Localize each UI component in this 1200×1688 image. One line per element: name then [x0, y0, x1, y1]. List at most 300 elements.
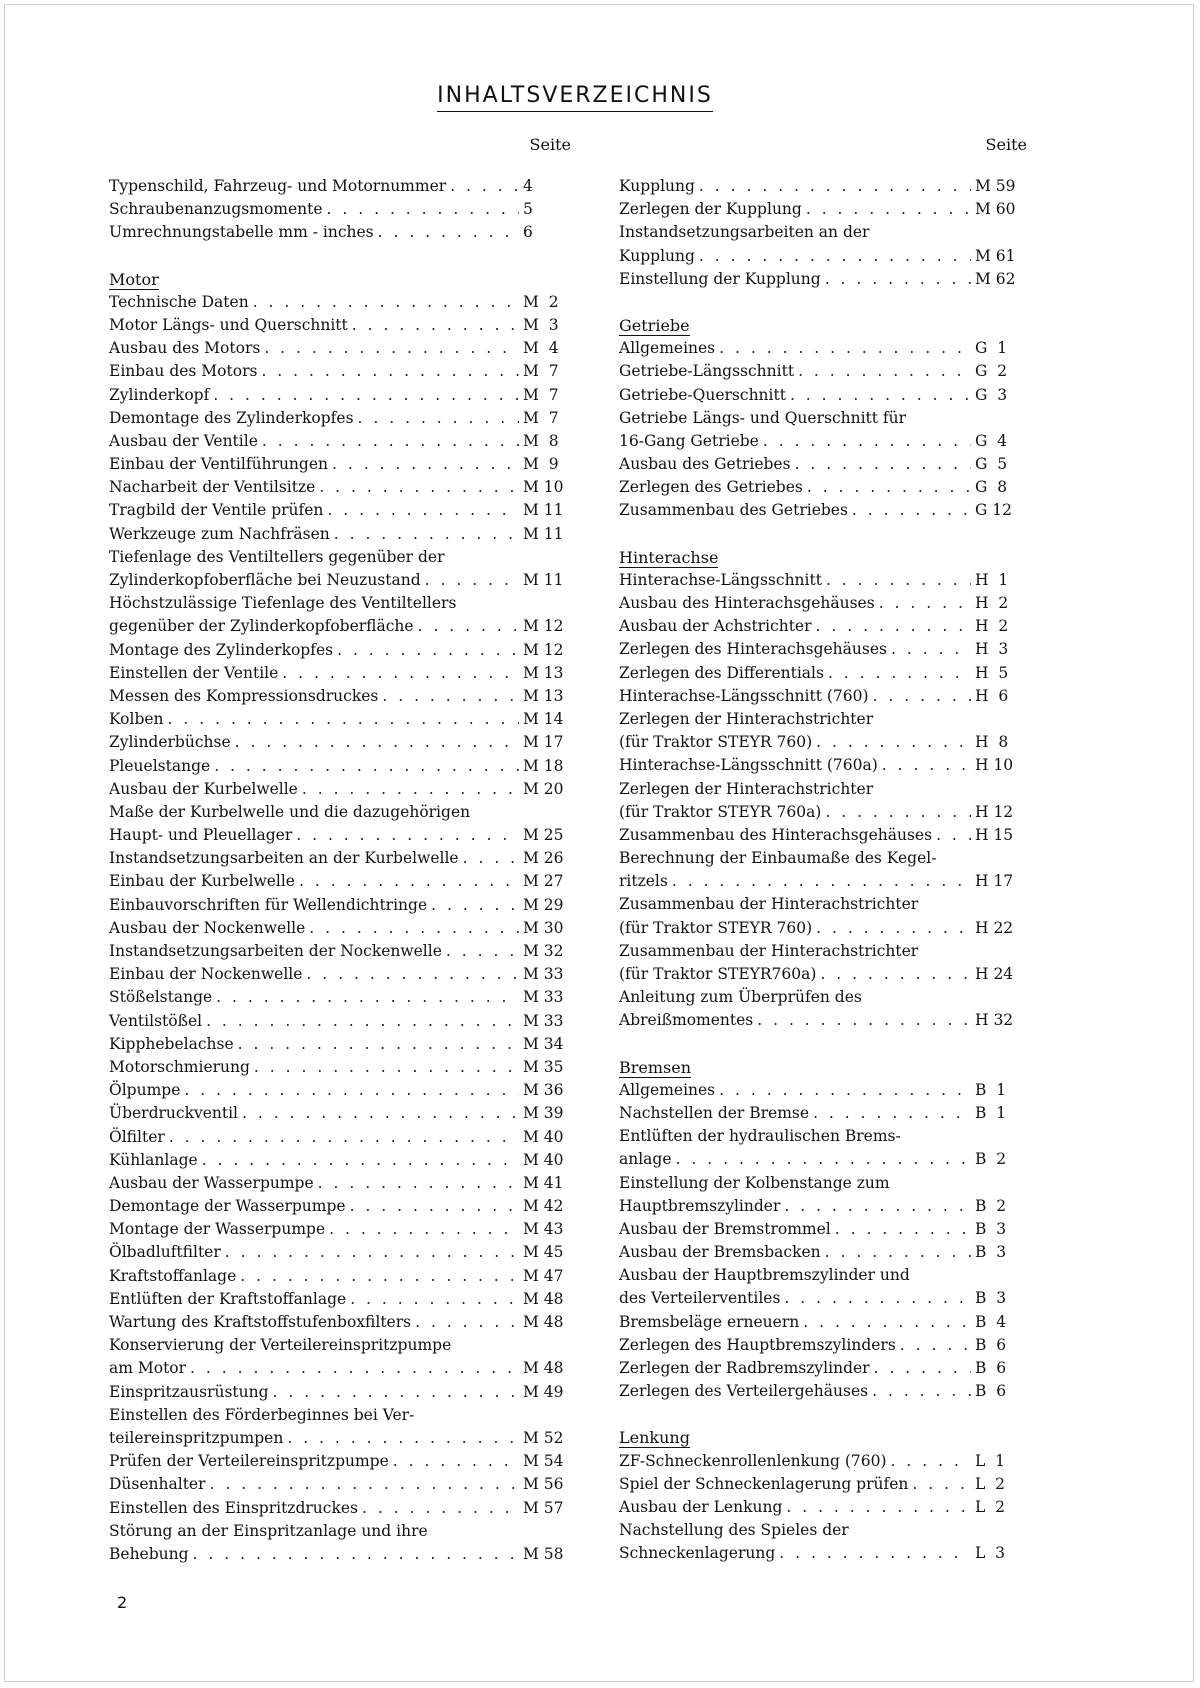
dot-leader: [327, 499, 519, 522]
toc-entry-title: Werkzeuge zum Nachfräsen: [109, 524, 330, 543]
toc-entries-left: [109, 175, 577, 1566]
toc-entry-page: H 3: [975, 640, 1009, 659]
toc-entry-title: Tragbild der Ventile prüfen: [109, 501, 324, 520]
seite-header-right: Seite: [985, 135, 1027, 154]
dot-leader: [264, 337, 519, 360]
toc-entry-page: H 8: [975, 733, 1009, 752]
toc-entry: [109, 337, 577, 360]
toc-entry: [109, 221, 577, 244]
toc-entry: [619, 453, 1029, 476]
toc-entry: [109, 499, 577, 522]
dot-leader: [825, 268, 971, 291]
toc-entry: [619, 499, 1029, 522]
toc-entry-page: M 45: [523, 1243, 564, 1262]
toc-entry-page: M 49: [523, 1382, 564, 1401]
toc-entry: [109, 1010, 577, 1033]
dot-leader: [358, 407, 519, 430]
dot-leader: [216, 986, 519, 1009]
toc-entry: [109, 1149, 577, 1172]
toc-entry-title: Ausbau der Hauptbremszylinder und: [619, 1266, 910, 1285]
toc-entry-page: M 59: [975, 177, 1016, 195]
toc-entry: [109, 1520, 577, 1543]
toc-entry-title: Instandsetzungsarbeiten an der Kurbelwelle: [109, 849, 459, 868]
dot-leader: [672, 870, 971, 893]
toc-entry: [619, 1102, 1029, 1125]
toc-entry-page: H 15: [975, 825, 1014, 844]
toc-entry-title: Ausbau der Kurbelwelle: [109, 779, 298, 798]
toc-entry-page: H 1: [975, 570, 1009, 589]
toc-entry: [109, 198, 577, 221]
dot-leader: [757, 1009, 971, 1032]
dot-leader: [699, 245, 971, 268]
dot-leader: [891, 1450, 971, 1473]
toc-entry-title: Typenschild, Fahrzeug- und Motornummer: [109, 177, 447, 195]
toc-entry: [109, 1497, 577, 1520]
toc-entry-page: M 40: [523, 1127, 564, 1146]
section-heading: [619, 1056, 1029, 1079]
toc-entry-title: Allgemeines: [619, 1080, 716, 1099]
toc-entry-title: Ausbau der Achstrichter: [619, 617, 812, 636]
toc-entry-page: B 3: [975, 1243, 1007, 1262]
toc-entry-page: G 4: [975, 431, 1008, 450]
section-heading: [619, 546, 1029, 569]
toc-entry: [109, 384, 577, 407]
dot-leader: [446, 940, 519, 963]
toc-entry-title: (für Traktor STEYR 760): [619, 918, 813, 937]
toc-entry-page: M 48: [523, 1359, 564, 1378]
toc-entry-page: L 1: [975, 1451, 1006, 1470]
section-gap: [619, 291, 1029, 314]
toc-entry-page: H 5: [975, 663, 1009, 682]
toc-entry-title: Kraftstoffanlage: [109, 1266, 237, 1285]
toc-entry: [619, 1125, 1029, 1148]
toc-entry-page: H 32: [975, 1011, 1014, 1030]
toc-entry-title: Demontage der Wasserpumpe: [109, 1197, 346, 1216]
toc-entry-title: Einstellung der Kolbenstange zum: [619, 1173, 890, 1192]
toc-entry-page: M 25: [523, 826, 564, 845]
toc-entry: [109, 1543, 577, 1566]
toc-entry-page: M 11: [523, 524, 564, 543]
toc-entry-title: Montage der Wasserpumpe: [109, 1220, 326, 1239]
toc-entry-title: Behebung: [109, 1544, 189, 1563]
dot-leader: [329, 1218, 519, 1241]
dot-leader: [874, 1357, 971, 1380]
section-heading: [109, 268, 577, 291]
toc-entry-title: Messen des Kompressionsdruckes: [109, 686, 379, 705]
dot-leader: [803, 1311, 971, 1334]
toc-entry-title: Störung an der Einspritzanlage und ihre: [109, 1521, 428, 1540]
toc-entry-page: M 9: [523, 455, 559, 474]
toc-entry-title: Bremsbeläge erneuern: [619, 1312, 800, 1331]
toc-entry: [619, 1241, 1029, 1264]
page-number: 2: [117, 1593, 128, 1612]
toc-entry-title: Abreißmomentes: [619, 1011, 754, 1030]
section-heading: [619, 1426, 1029, 1449]
toc-entry: [619, 198, 1029, 221]
dot-leader: [319, 476, 519, 499]
toc-entry-title: gegenüber der Zylinderkopfoberfläche: [109, 617, 414, 636]
dot-leader: [240, 1265, 519, 1288]
toc-entry: [619, 245, 1029, 268]
toc-entry: [619, 1148, 1029, 1171]
toc-entry: [109, 1404, 577, 1427]
toc-entry-title: Zerlegen der Hinterachstrichter: [619, 779, 874, 798]
toc-entry-page: M 61: [975, 246, 1016, 265]
toc-entry-title: Zerlegen des Getriebes: [619, 478, 803, 497]
toc-entry-title: teilereinspritzpumpen: [109, 1428, 284, 1447]
dot-leader: [450, 175, 519, 198]
toc-entry: [619, 638, 1029, 661]
page-title: INHALTSVERZEICHNIS: [5, 83, 1145, 108]
toc-entry-page: H 12: [975, 802, 1014, 821]
section-heading-text: Getriebe: [619, 315, 690, 335]
dot-leader: [190, 1357, 519, 1380]
toc-entry: [109, 1079, 577, 1102]
toc-column-left: [109, 135, 577, 1566]
dot-leader: [262, 430, 519, 453]
toc-entry: [619, 1079, 1029, 1102]
dot-leader: [790, 384, 971, 407]
toc-entry-page: B 2: [975, 1196, 1007, 1215]
dot-leader: [169, 1126, 519, 1149]
toc-entry-title: ritzels: [619, 872, 668, 891]
toc-entry-page: M 30: [523, 918, 564, 937]
dot-leader: [210, 1473, 519, 1496]
dot-leader: [309, 917, 519, 940]
toc-entry-title: Zusammenbau des Getriebes: [619, 501, 848, 520]
toc-entry-title: Technische Daten: [109, 292, 249, 311]
toc-entry: [109, 314, 577, 337]
toc-entry: [619, 1542, 1029, 1565]
toc-entry-title: 16-Gang Getriebe: [619, 431, 759, 450]
toc-entry-page: M 41: [523, 1173, 564, 1192]
toc-entry-page: 4: [523, 177, 533, 195]
toc-entry: [109, 615, 577, 638]
toc-entry-page: M 8: [523, 431, 559, 450]
toc-entry-title: Einstellen des Förderbeginnes bei Ver-: [109, 1405, 415, 1424]
toc-entry: [619, 662, 1029, 685]
dot-leader: [242, 1102, 519, 1125]
toc-entry: [619, 1519, 1029, 1542]
toc-entry-page: M 47: [523, 1266, 564, 1285]
toc-entry-title: Zerlegen des Differentials: [619, 663, 824, 682]
toc-entry: [109, 708, 577, 731]
toc-entry-title: (für Traktor STEYR 760): [619, 733, 813, 752]
toc-entry: [619, 685, 1029, 708]
dot-leader: [213, 384, 519, 407]
toc-entry-title: Einbauvorschriften für Wellendichtringe: [109, 895, 428, 914]
toc-entry-title: Zerlegen der Hinterachstrichter: [619, 709, 874, 728]
toc-entry: [619, 1172, 1029, 1195]
toc-entry: [619, 1218, 1029, 1241]
dot-leader: [362, 1497, 519, 1520]
toc-entry-title: Getriebe Längs- und Querschnitt für: [619, 408, 907, 427]
dot-leader: [352, 314, 519, 337]
toc-entry: [619, 1264, 1029, 1287]
section-heading-text: Motor: [109, 269, 159, 289]
toc-entry-page: H 2: [975, 594, 1009, 612]
dot-leader: [795, 453, 971, 476]
toc-entry: [619, 430, 1029, 453]
dot-leader: [784, 1195, 971, 1218]
toc-entry: [619, 175, 1029, 198]
dot-leader: [206, 1010, 519, 1033]
toc-entry-page: H 24: [975, 965, 1014, 983]
dot-leader: [816, 731, 971, 754]
toc-entry-title: Hinterachse-Längsschnitt (760): [619, 686, 869, 705]
toc-entry-title: Entlüften der hydraulischen Brems-: [619, 1127, 901, 1146]
toc-entry-page: M 57: [523, 1498, 564, 1517]
toc-entry-title: Einbau der Ventilführungen: [109, 455, 328, 474]
dot-leader: [852, 499, 971, 522]
toc-entry: [109, 1218, 577, 1241]
toc-entry: [619, 592, 1029, 615]
dot-leader: [350, 1195, 519, 1218]
toc-entry-title: Pleuelstange: [109, 756, 211, 775]
toc-entry: [109, 1357, 577, 1380]
toc-entry-title: Zerlegen der Radbremszylinder: [619, 1359, 870, 1377]
dot-leader: [786, 1496, 971, 1519]
toc-entry-page: H 22: [975, 918, 1014, 937]
toc-entry-title: Zusammenbau der Hinterachstrichter: [619, 895, 919, 914]
toc-entry: [619, 407, 1029, 430]
toc-entry-title: Einspritzausrüstung: [109, 1382, 269, 1401]
toc-entry-page: M 58: [523, 1544, 564, 1563]
toc-entry-page: M 11: [523, 571, 564, 589]
section-gap: [619, 1033, 1029, 1056]
toc-entries-right: [619, 175, 1029, 1566]
toc-entry-page: G 5: [975, 455, 1008, 474]
toc-entry: [109, 963, 577, 986]
toc-entry-title: Konservierung der Verteilereinspritzpumpe: [109, 1336, 452, 1355]
toc-entry-title: Prüfen der Verteilereinspritzpumpe: [109, 1452, 389, 1471]
toc-entry-title: Einstellen der Ventile: [109, 663, 279, 682]
toc-entry-title: Hinterachse-Längsschnitt: [619, 570, 822, 589]
toc-entry-title: des Verteilerventiles: [619, 1289, 781, 1308]
section-heading: [619, 314, 1029, 337]
toc-entry-title: Kühlanlage: [109, 1150, 198, 1169]
toc-entry-page: M 4: [523, 339, 559, 358]
toc-entry-page: H 6: [975, 686, 1009, 705]
dot-leader: [719, 1079, 971, 1102]
toc-entry-page: M 43: [523, 1220, 564, 1239]
toc-entry-title: Kolben: [109, 710, 164, 729]
section-gap: [619, 523, 1029, 546]
section-gap: [619, 1403, 1029, 1426]
toc-entry-title: Ausbau der Lenkung: [619, 1497, 783, 1516]
toc-entry-title: Ausbau des Motors: [109, 339, 261, 358]
toc-entry: [109, 1172, 577, 1195]
toc-entry: [109, 569, 577, 592]
toc-entry: [109, 546, 577, 569]
toc-entry-page: B 4: [975, 1312, 1007, 1331]
toc-entry: [619, 893, 1029, 916]
dot-leader: [337, 639, 519, 662]
toc-entry-page: M 12: [523, 617, 564, 636]
toc-entry-title: Schneckenlagerung: [619, 1544, 776, 1563]
toc-entry-title: Demontage des Zylinderkopfes: [109, 408, 354, 427]
toc-entry: [109, 476, 577, 499]
dot-leader: [214, 755, 519, 778]
toc-entry: [109, 870, 577, 893]
toc-entry-page: B 6: [975, 1382, 1007, 1401]
dot-leader: [816, 917, 971, 940]
toc-entry-title: Ölfilter: [109, 1127, 165, 1146]
dot-leader: [820, 963, 971, 986]
dot-leader: [225, 1241, 519, 1264]
toc-entry-title: Ausbau der Nockenwelle: [109, 918, 306, 937]
toc-entry-title: Anleitung zum Überprüfen des: [619, 988, 862, 1007]
toc-entry: [619, 384, 1029, 407]
dot-leader: [816, 615, 971, 638]
toc-entry: [109, 778, 577, 801]
toc-entry-page: M 14: [523, 710, 564, 729]
dot-leader: [835, 1218, 971, 1241]
toc-entry-page: G 8: [975, 478, 1008, 497]
toc-entry-title: anlage: [619, 1150, 672, 1169]
section-heading-text: Lenkung: [619, 1428, 690, 1448]
dot-leader: [828, 662, 971, 685]
toc-entry-page: M 29: [523, 895, 564, 914]
dot-leader: [826, 569, 971, 592]
toc-entry: [619, 1357, 1029, 1380]
toc-entry-page: M 35: [523, 1057, 564, 1076]
toc-entry-page: H 2: [975, 617, 1009, 636]
toc-entry: [619, 1009, 1029, 1032]
toc-entry-title: Einbau der Kurbelwelle: [109, 872, 295, 891]
toc-entry-page: M 13: [523, 663, 564, 682]
toc-entry-title: Zerlegen der Kupplung: [619, 200, 802, 219]
toc-entry: [619, 1473, 1029, 1496]
toc-entry: [109, 407, 577, 430]
toc-entry-page: G 3: [975, 385, 1008, 404]
toc-entry: [109, 1241, 577, 1264]
dot-leader: [431, 894, 519, 917]
toc-entry-page: M 52: [523, 1428, 564, 1447]
toc-entry-page: M 7: [523, 385, 559, 404]
toc-entry-title: Nachstellung des Spieles der: [619, 1521, 849, 1540]
dot-leader: [261, 360, 519, 383]
toc-entry: [109, 1288, 577, 1311]
dot-leader: [350, 1288, 519, 1311]
dot-leader: [415, 1311, 519, 1334]
dot-leader: [891, 638, 971, 661]
dot-leader: [873, 685, 971, 708]
dot-leader: [332, 453, 519, 476]
dot-leader: [282, 662, 519, 685]
toc-entry-title: Zerlegen des Hauptbremszylinders: [619, 1335, 896, 1354]
dot-leader: [779, 1542, 971, 1565]
dot-leader: [719, 337, 971, 360]
toc-entry-page: M 11: [523, 501, 564, 520]
toc-entry: [109, 731, 577, 754]
toc-entry-page: M 60: [975, 200, 1016, 219]
dot-leader: [872, 1380, 971, 1403]
toc-entry: [619, 986, 1029, 1009]
toc-entry-page: M 10: [523, 478, 564, 497]
dot-leader: [327, 198, 519, 221]
dot-leader: [425, 569, 519, 592]
toc-entry: [109, 847, 577, 870]
toc-entry-page: M 56: [523, 1475, 564, 1494]
toc-entry-title: Getriebe-Querschnitt: [619, 385, 786, 404]
toc-entry: [109, 1056, 577, 1079]
toc-entry: [109, 1311, 577, 1334]
toc-entry-title: am Motor: [109, 1359, 187, 1378]
dot-leader: [382, 685, 519, 708]
section-gap: [109, 245, 577, 268]
dot-leader: [418, 615, 519, 638]
toc-entry: [109, 175, 577, 198]
toc-entry-page: L 2: [975, 1497, 1006, 1516]
toc-entry-title: Nacharbeit der Ventilsitze: [109, 478, 316, 497]
toc-entry: [109, 755, 577, 778]
dot-leader: [273, 1381, 519, 1404]
toc-entry-title: Kipphebelachse: [109, 1034, 234, 1053]
toc-entry-page: M 33: [523, 988, 564, 1007]
toc-entry: [109, 801, 577, 824]
dot-leader: [378, 221, 519, 244]
toc-entry: [109, 360, 577, 383]
toc-entry: [619, 917, 1029, 940]
toc-entry-page: L 3: [975, 1544, 1006, 1563]
toc-entry-page: M 7: [523, 408, 559, 427]
toc-entry-page: M 33: [523, 1011, 564, 1030]
toc-entry-title: Überdruckventil: [109, 1104, 239, 1123]
toc-entry-title: Einbau des Motors: [109, 362, 258, 381]
dot-leader: [334, 523, 519, 546]
toc-entry-title: Ausbau der Bremsbacken: [619, 1243, 821, 1262]
toc-entry: [619, 1311, 1029, 1334]
dot-leader: [900, 1334, 971, 1357]
toc-entry-title: Haupt- und Pleuellager: [109, 826, 293, 845]
toc-entry-title: Zylinderkopf: [109, 385, 210, 404]
toc-entry: [619, 476, 1029, 499]
toc-entry-title: Ölbadluftfilter: [109, 1243, 221, 1262]
toc-entry: [619, 847, 1029, 870]
toc-entry: [619, 824, 1029, 847]
toc-entry: [109, 1334, 577, 1357]
toc-entry: [619, 360, 1029, 383]
toc-entry: [619, 221, 1029, 244]
toc-entry-title: ZF-Schneckenrollenlenkung (760): [619, 1451, 887, 1470]
toc-entry-title: Zylinderkopfoberfläche bei Neuzustand: [109, 571, 421, 589]
toc-entry-page: M 54: [523, 1452, 564, 1471]
toc-entry-page: M 26: [523, 849, 564, 868]
toc-entry-page: M 17: [523, 733, 564, 752]
toc-entry-title: Kupplung: [619, 177, 695, 195]
toc-entry: [109, 662, 577, 685]
toc-entry: [109, 1381, 577, 1404]
toc-entry: [619, 870, 1029, 893]
toc-entry: [619, 1195, 1029, 1218]
dot-leader: [699, 175, 971, 198]
toc-entry-title: Ausbau der Ventile: [109, 431, 258, 450]
dot-leader: [296, 824, 519, 847]
toc-entry-title: Ausbau der Wasserpumpe: [109, 1173, 314, 1192]
toc-entry: [619, 615, 1029, 638]
toc-entry-page: M 33: [523, 965, 564, 984]
dot-leader: [318, 1172, 519, 1195]
toc-entry-title: Zerlegen des Verteilergehäuses: [619, 1382, 869, 1401]
toc-entry: [619, 754, 1029, 777]
toc-entry: [109, 917, 577, 940]
dot-leader: [193, 1543, 519, 1566]
toc-entry-title: Stößelstange: [109, 988, 213, 1007]
toc-entry-title: Maße der Kurbelwelle und die dazugehörigen: [109, 802, 471, 821]
toc-entry: [619, 731, 1029, 754]
toc-entry-page: M 39: [523, 1104, 564, 1123]
